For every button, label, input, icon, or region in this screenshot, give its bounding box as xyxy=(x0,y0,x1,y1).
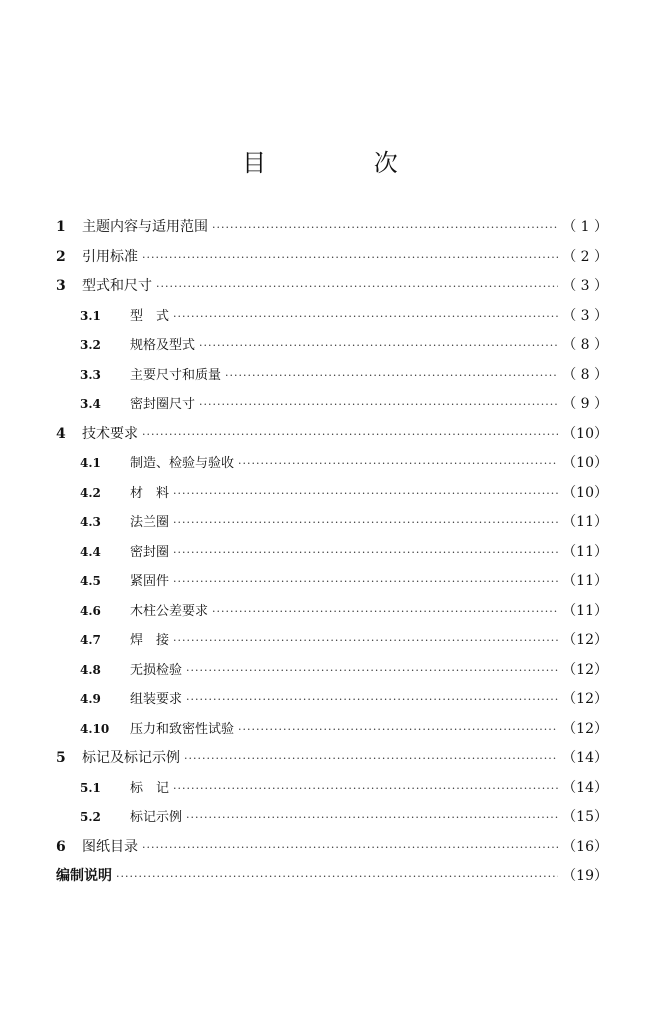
toc-entry-title: 引用标准 xyxy=(82,248,138,265)
dot-leader xyxy=(173,575,558,588)
toc-entry-number: 2 xyxy=(56,248,66,265)
dot-leader xyxy=(156,280,558,293)
toc-entry-title: 图纸目录 xyxy=(82,838,138,855)
toc-entry-number: 4.3 xyxy=(80,515,101,529)
toc-entry-number: 3.3 xyxy=(80,367,101,382)
toc-entry-page: （ 9 ） xyxy=(562,396,608,412)
toc-entry xyxy=(56,275,608,305)
toc-entry xyxy=(56,482,608,512)
toc-entry xyxy=(56,423,608,453)
dot-leader xyxy=(186,693,558,706)
dot-leader xyxy=(116,870,558,883)
toc-entry-page: （11） xyxy=(562,514,608,530)
toc-entry-number: 4.9 xyxy=(80,692,101,706)
toc-entry-page: （11） xyxy=(562,573,608,589)
dot-leader xyxy=(225,369,558,382)
dot-leader xyxy=(184,752,558,765)
toc-entry xyxy=(56,305,608,335)
toc-entry-number: 4.8 xyxy=(80,662,101,677)
toc-entry-number: 3 xyxy=(56,278,66,294)
toc-entry xyxy=(56,659,608,689)
toc-entry-page: （10） xyxy=(562,455,608,471)
toc-entry-title: 制造、检验与验收 xyxy=(130,456,235,471)
toc-entry-page: （12） xyxy=(562,691,608,707)
dot-leader xyxy=(142,841,558,854)
toc-entry-title: 组装要求 xyxy=(130,692,183,707)
toc-entry xyxy=(56,600,608,630)
toc-entry xyxy=(56,629,608,659)
toc-entry xyxy=(56,452,608,482)
dot-leader xyxy=(142,251,558,264)
dot-leader xyxy=(173,310,558,323)
toc-entry-title: 型 式 xyxy=(130,308,170,324)
toc-entry-title: 紧固件 xyxy=(130,574,170,589)
toc-entry-page: （ 2 ） xyxy=(562,248,608,265)
toc-entry-title: 密封圈 xyxy=(130,544,170,560)
toc-entry-page: （11） xyxy=(562,543,608,560)
toc-entry-page: （ 1 ） xyxy=(562,219,608,235)
toc-entry-number: 6 xyxy=(56,838,66,855)
toc-entry-number: 3.1 xyxy=(80,308,101,323)
toc-entry xyxy=(56,836,608,866)
toc-entry xyxy=(56,511,608,541)
toc-entry-number: 4.6 xyxy=(80,603,101,618)
table-of-contents xyxy=(56,216,608,895)
toc-entry xyxy=(56,334,608,364)
toc-entry-number: 5.1 xyxy=(80,780,101,795)
toc-entry xyxy=(56,246,608,276)
toc-entry-title: 法兰圈 xyxy=(130,515,170,530)
toc-entry-number: 4.4 xyxy=(80,544,101,559)
toc-entry-number: 4 xyxy=(56,425,66,442)
toc-entry xyxy=(56,806,608,836)
toc-entry xyxy=(56,541,608,571)
toc-entry xyxy=(56,747,608,777)
dot-leader xyxy=(186,664,558,677)
page-title: 目 次 xyxy=(242,149,448,177)
toc-entry-page: （ 8 ） xyxy=(562,366,608,383)
toc-entry-page: （14） xyxy=(562,750,608,766)
toc-entry-page: （ 8 ） xyxy=(562,337,608,353)
dot-leader xyxy=(173,516,558,529)
toc-entry-page: （11） xyxy=(562,602,608,619)
toc-entry-title: 标 记 xyxy=(130,780,170,796)
dot-leader xyxy=(173,487,558,500)
toc-entry-title: 规格及型式 xyxy=(130,338,196,353)
toc-entry xyxy=(56,364,608,394)
toc-entry-title: 木柱公差要求 xyxy=(130,603,209,619)
toc-entry-number: 4.5 xyxy=(80,574,101,588)
toc-entry-title: 标记及标记示例 xyxy=(82,750,180,766)
dot-leader xyxy=(173,782,558,795)
toc-entry xyxy=(56,865,608,895)
toc-entry-number: 1 xyxy=(56,219,66,235)
toc-entry-title: 压力和致密性试验 xyxy=(130,721,235,737)
toc-entry-page: （10） xyxy=(562,425,608,442)
toc-entry xyxy=(56,777,608,807)
dot-leader xyxy=(238,723,558,736)
toc-entry-number: 4.1 xyxy=(80,456,101,470)
toc-entry-title: 型式和尺寸 xyxy=(82,278,152,294)
toc-entry-page: （12） xyxy=(562,661,608,678)
dot-leader xyxy=(173,634,558,647)
toc-entry-title: 无损检验 xyxy=(130,662,183,678)
toc-entry-page: （15） xyxy=(562,809,608,825)
toc-entry-title: 标记示例 xyxy=(130,810,183,825)
dot-leader xyxy=(186,811,558,824)
toc-entry-page: （14） xyxy=(562,779,608,796)
dot-leader xyxy=(212,605,558,618)
toc-entry-title: 主题内容与适用范围 xyxy=(82,219,208,235)
toc-entry-page: （10） xyxy=(562,484,608,501)
toc-entry xyxy=(56,216,608,246)
toc-entry-page: （12） xyxy=(562,720,608,737)
toc-entry-number: 4.7 xyxy=(80,633,101,647)
toc-entry-title: 焊 接 xyxy=(130,633,170,648)
toc-entry xyxy=(56,688,608,718)
toc-entry-page: （19） xyxy=(562,868,608,884)
toc-entry-page: （ 3 ） xyxy=(562,307,608,324)
toc-entry-number: 3.4 xyxy=(80,397,101,411)
dot-leader xyxy=(199,398,558,411)
toc-entry-title: 密封圈尺寸 xyxy=(130,397,196,412)
toc-entry-title: 主要尺寸和质量 xyxy=(130,367,222,383)
dot-leader xyxy=(199,339,558,352)
toc-entry-number: 5.2 xyxy=(80,810,101,824)
dot-leader xyxy=(142,428,558,441)
toc-entry-title: 材 料 xyxy=(130,485,170,501)
toc-entry xyxy=(56,570,608,600)
dot-leader xyxy=(212,221,558,234)
toc-entry-number: 4.2 xyxy=(80,485,101,500)
toc-entry xyxy=(56,393,608,423)
toc-entry-page: （ 3 ） xyxy=(562,278,608,294)
toc-entry-title: 编制说明 xyxy=(56,868,112,884)
toc-entry-page: （12） xyxy=(562,632,608,648)
toc-entry-title: 技术要求 xyxy=(82,425,138,442)
toc-entry-number: 3.2 xyxy=(80,338,101,352)
toc-entry-page: （16） xyxy=(562,838,608,855)
dot-leader xyxy=(173,546,558,559)
toc-entry xyxy=(56,718,608,748)
toc-entry-number: 5 xyxy=(56,750,66,766)
dot-leader xyxy=(238,457,558,470)
toc-entry-number: 4.10 xyxy=(80,721,110,736)
